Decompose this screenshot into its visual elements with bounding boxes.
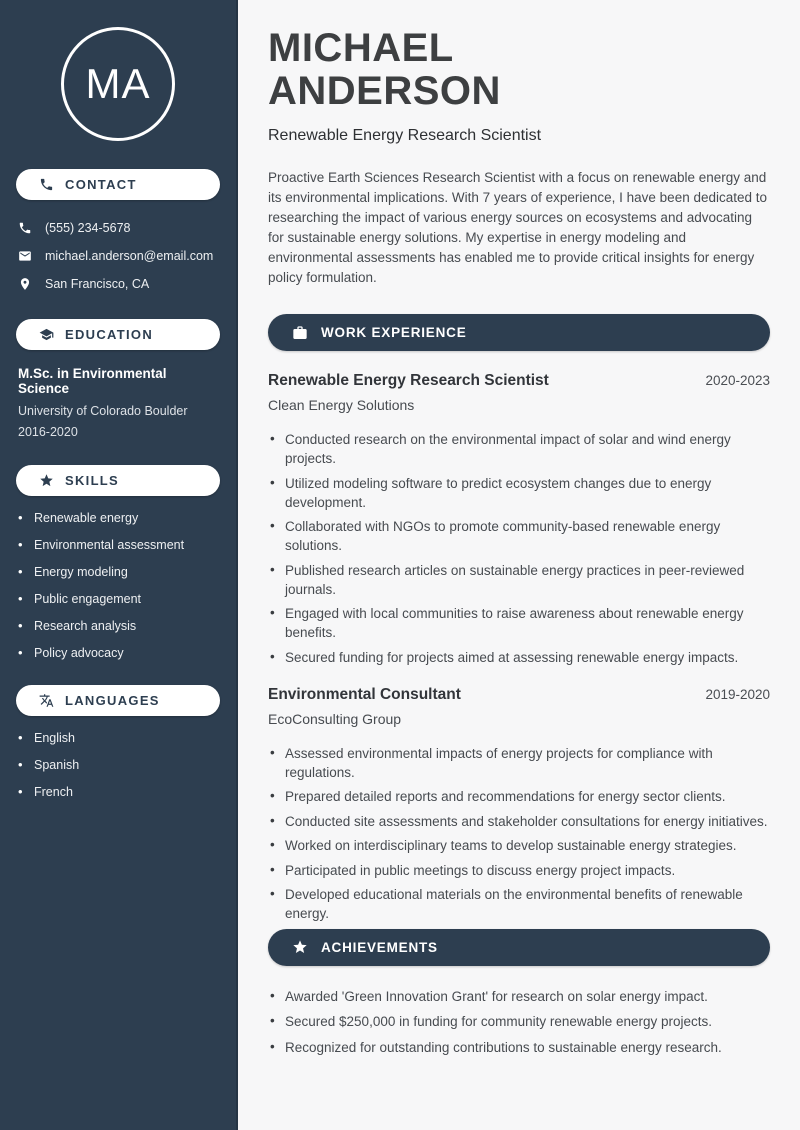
profile-summary: Proactive Earth Sciences Research Scientist with a focus on renewable energy and its environmental implications. With 7 years of experience, I have been dedicated to researching the impact of various energy sources on ecosystems and advocating for sustainable energy solutions. My expertise in energy modeling and environmental assessments has enabled me to provide critical insights for energy policy formulation. xyxy=(268,170,768,285)
job-bullet: • Developed educational materials on the environmental benefits of renewable energy. xyxy=(268,885,770,923)
job-bullet: • Utilized modeling software to predict ecosystem changes due to energy development. xyxy=(268,474,770,512)
job-title: Environmental Consultant xyxy=(268,685,461,703)
job-bullet-list xyxy=(268,744,770,924)
email-icon xyxy=(18,249,32,263)
first-name: MICHAEL xyxy=(268,26,454,70)
skills-section-header xyxy=(16,465,220,496)
education-section-label: EDUCATION xyxy=(65,327,154,342)
translate-icon xyxy=(39,693,54,708)
job-dates: 2020-2023 xyxy=(705,373,770,388)
job-bullet: • Collaborated with NGOs to promote community-based renewable energy solutions. xyxy=(268,517,770,555)
job-bullet: • Conducted site assessments and stakeholder consultations for energy initiatives. xyxy=(268,812,770,831)
person-job-title: Renewable Energy Research Scientist xyxy=(268,127,542,144)
job-bullet: • Engaged with local communities to raise awareness about renewable energy benefits. xyxy=(268,604,770,642)
languages-section-label: LANGUAGES xyxy=(65,693,160,708)
job-bullet: • Assessed environmental impacts of energy projects for compliance with regulations. xyxy=(268,744,770,782)
achievements-section-label: ACHIEVEMENTS xyxy=(321,939,438,955)
phone-icon xyxy=(18,221,32,235)
work-experience-section-header xyxy=(268,314,770,351)
job-dates: 2019-2020 xyxy=(705,686,770,702)
briefcase-icon xyxy=(292,325,308,341)
location-icon xyxy=(18,277,32,291)
star-icon xyxy=(39,473,54,488)
job-bullet: • Conducted research on the environmental impact of solar and wind energy projects. xyxy=(268,430,770,468)
contact-location-text: San Francisco, CA xyxy=(45,277,150,291)
job-entry xyxy=(268,372,770,667)
job-company: EcoConsulting Group xyxy=(268,710,402,727)
skill-item: • Environmental assessment xyxy=(18,538,220,552)
contact-section-label: CONTACT xyxy=(65,177,137,192)
skills-section-label: SKILLS xyxy=(65,473,120,488)
job-bullet: • Published research articles on sustainable energy practices in peer-reviewed journals. xyxy=(268,561,770,599)
job-bullet: • Secured funding for projects aimed at assessing renewable energy impacts. xyxy=(268,648,770,667)
phone-icon xyxy=(39,177,54,192)
skill-item: • Renewable energy xyxy=(18,511,220,525)
skills-list xyxy=(18,511,220,660)
language-item: • English xyxy=(18,731,220,745)
contact-item-phone xyxy=(16,214,220,242)
achievement-bullet: • Recognized for outstanding contributions to sustainable energy research. xyxy=(268,1038,770,1057)
languages-list xyxy=(18,731,220,799)
achievement-bullet: • Secured $250,000 in funding for community renewable energy projects. xyxy=(268,1012,770,1031)
star-icon xyxy=(292,939,308,955)
job-entry xyxy=(268,686,770,924)
graduation-cap-icon xyxy=(39,327,54,342)
last-name: ANDERSON xyxy=(268,69,501,113)
skill-item: • Public engagement xyxy=(18,592,220,606)
avatar xyxy=(61,27,175,141)
contact-list xyxy=(16,214,220,298)
job-company: Clean Energy Solutions xyxy=(268,397,415,413)
job-bullet-list xyxy=(268,430,770,667)
contact-item-location xyxy=(16,270,220,298)
job-bullet: • Participated in public meetings to discuss energy project impacts. xyxy=(268,861,770,880)
education-school: University of Colorado Boulder xyxy=(18,404,188,418)
language-item: • Spanish xyxy=(18,758,220,772)
sidebar xyxy=(0,0,238,1130)
main-content xyxy=(238,0,800,1130)
contact-phone-text: (555) 234-5678 xyxy=(45,221,131,235)
person-name xyxy=(268,27,770,113)
contact-item-email xyxy=(16,242,220,270)
job-title: Renewable Energy Research Scientist xyxy=(268,372,549,389)
achievements-section-header xyxy=(268,929,770,966)
job-header xyxy=(268,372,770,390)
achievement-bullet: • Awarded 'Green Innovation Grant' for research on solar energy impact. xyxy=(268,987,770,1006)
languages-section-header xyxy=(16,685,220,716)
skill-item: • Research analysis xyxy=(18,619,220,633)
avatar-initials: MA xyxy=(85,60,151,107)
job-header xyxy=(268,686,770,704)
education-entry xyxy=(18,366,220,439)
work-experience-section-label: WORK EXPERIENCE xyxy=(321,325,467,340)
education-years: 2016-2020 xyxy=(18,425,78,439)
achievements-list xyxy=(268,987,770,1057)
contact-section-header xyxy=(16,169,220,200)
skill-item: • Policy advocacy xyxy=(18,646,220,660)
education-degree: M.Sc. in Environmental Science xyxy=(18,366,167,396)
job-bullet: • Prepared detailed reports and recommendations for energy sector clients. xyxy=(268,787,770,806)
education-section-header xyxy=(16,319,220,350)
contact-email-text: michael.anderson@email.com xyxy=(45,249,214,263)
language-item: • French xyxy=(18,785,220,799)
job-bullet: • Worked on interdisciplinary teams to develop sustainable energy strategies. xyxy=(268,836,770,855)
skill-item: • Energy modeling xyxy=(18,565,220,579)
